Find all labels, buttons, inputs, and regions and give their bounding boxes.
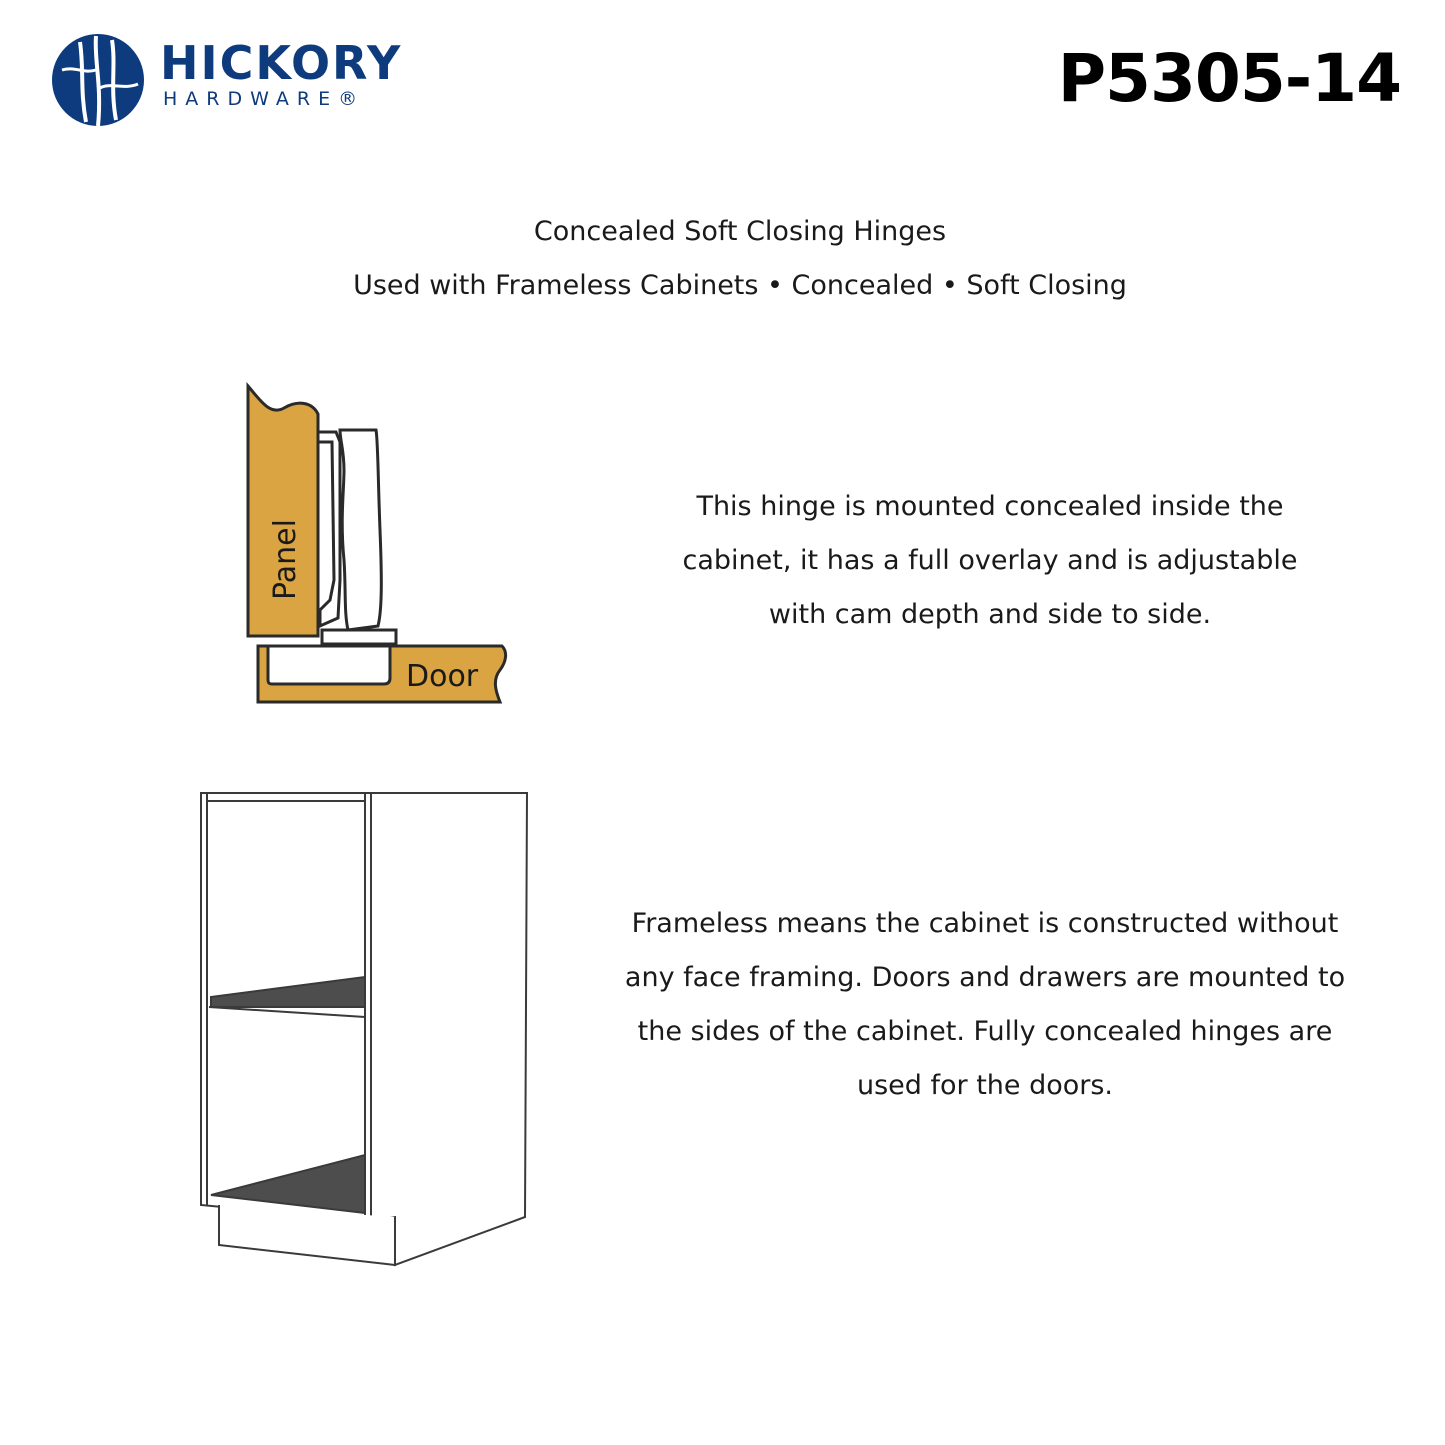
- hinge-description-line: cabinet, it has a full overlay and is adjustable: [682, 545, 1298, 576]
- frameless-cabinet-illustration: [195, 785, 540, 1275]
- brand-subtitle: HARDWARE®: [163, 88, 366, 110]
- cabinet-side-panel: [371, 793, 527, 1265]
- hinge-cup-body: [340, 430, 381, 630]
- hinge-cup: [268, 646, 390, 684]
- brand-name: HICKORY: [160, 36, 403, 90]
- frameless-description-line: the sides of the cabinet. Fully concealed hinges are: [637, 1016, 1333, 1047]
- hinge-diagram: [240, 380, 520, 710]
- hinge-description-line: This hinge is mounted concealed inside the: [696, 491, 1284, 522]
- door-label: Door: [406, 659, 479, 694]
- hinge-arm: [318, 432, 340, 626]
- frameless-description: [570, 897, 1400, 1113]
- product-features: Used with Frameless Cabinets • Concealed • Soft Closing: [353, 270, 1127, 301]
- frameless-description-line: used for the doors.: [856, 1070, 1114, 1101]
- frameless-description-line: any face framing. Doors and drawers are mounted to: [624, 962, 1346, 993]
- hickory-emblem-icon: [50, 30, 150, 130]
- hinge-description: [600, 480, 1380, 642]
- panel-label: Panel: [268, 519, 303, 600]
- product-title: Concealed Soft Closing Hinges: [533, 216, 947, 247]
- product-sku: P5305-14: [1057, 40, 1401, 117]
- hinge-plate: [322, 630, 396, 644]
- frameless-description-line: Frameless means the cabinet is constructed without: [631, 908, 1339, 939]
- hinge-description-line: with cam depth and side to side.: [768, 599, 1212, 630]
